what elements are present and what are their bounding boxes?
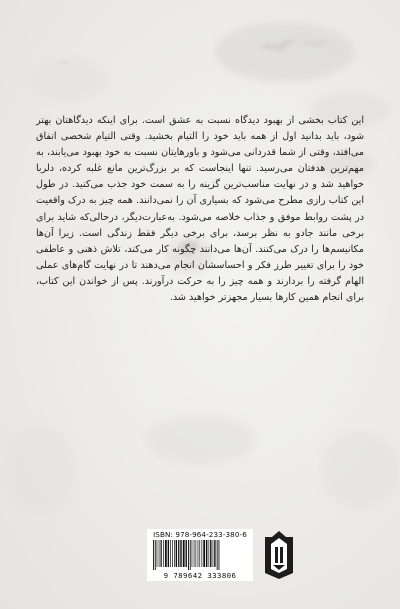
barcode-bar — [198, 540, 199, 567]
barcode-bar — [217, 540, 218, 570]
back-cover-blurb — [36, 113, 364, 306]
barcode-bar — [199, 540, 200, 567]
barcode-bar — [176, 540, 177, 567]
barcode-bar — [210, 540, 211, 567]
barcode-bar — [163, 540, 164, 567]
barcode-bar — [155, 540, 156, 570]
barcode-bar — [157, 540, 158, 567]
barcode-bar — [214, 540, 215, 567]
barcode-bar — [161, 540, 162, 567]
barcode-bar — [183, 540, 185, 567]
barcode-bar — [213, 540, 214, 567]
barcode-bar — [159, 540, 160, 567]
barcode-bar — [190, 540, 191, 570]
barcode-bar — [186, 540, 187, 567]
barcode-block — [147, 529, 253, 581]
isbn-label: ISBN: 978-964-233-380-6 — [153, 530, 247, 539]
barcode-bar — [206, 540, 207, 567]
barcode-bar — [219, 540, 220, 570]
barcode-bar — [168, 540, 169, 567]
barcode-bar — [170, 540, 171, 567]
barcode-bar — [194, 540, 195, 567]
barcode-bar — [192, 540, 193, 567]
barcode-bar — [178, 540, 179, 567]
barcode-bar — [188, 540, 189, 570]
barcode-bar — [203, 540, 205, 567]
barcode-bar — [174, 540, 175, 567]
barcode-number: 9 789642 333806 — [163, 571, 237, 580]
barcode-bar — [180, 540, 181, 567]
barcode-bar — [165, 540, 167, 567]
barcode-bar — [196, 540, 197, 567]
barcode-bar — [172, 540, 173, 567]
barcode-bar — [209, 540, 210, 567]
publisher-logo — [262, 529, 296, 581]
barcode-bars — [152, 540, 248, 570]
blurb-paragraph: این کتاب بخشی از بهبود دیدگاه نسبت به عشق است. برای اینکه دیدگاهتان بهتر شود، باید بدانید اول از همه باید خود را التیام بخشید. وقتی التیام شخصی اتفاق می‌افتد، وقتی از شما قدردانی می‌شود و باورهایتان نسبت به خود بهبود می‌یابند، به مهم‌ترین هدفتان می‌رسید. تنها اینجاست که بر بزرگ‌ترین مانع غلبه کرده، دلربا خواهید شد و در نهایت مناسب‌ترین گزینه را به سمت خود جذب می‌کنید. در طول این کتاب رازی مطرح می‌شود که بسیاری آن را نمی‌دانند. همه چیز به درک واقعیت در پشت روابط موفق و جذاب خلاصه می‌شود. به‌عبارت‌دیگر، درحالی‌که شاید برای برخی مانند جادو به نظر برسد، برای برخی دیگر فقط زندگی است. زیرا آن‌ها مکانیسم‌ها را درک می‌کنند. آن‌ها می‌دانند چگونه کار می‌کند، تلاش ذهنی و عاطفی خود را برای تغییر طرز فکر و احساسشان انجام می‌دهند تا در نهایت گام‌های عملی الهام گرفته را بردارند و همه چیز را به حرکت درآورند. پس از خواندن این کتاب، برای انجام همین کارها بسیار مجهزتر خواهید شد. — [36, 115, 364, 304]
barcode-bar — [153, 540, 154, 570]
barcode-bar — [202, 540, 203, 567]
